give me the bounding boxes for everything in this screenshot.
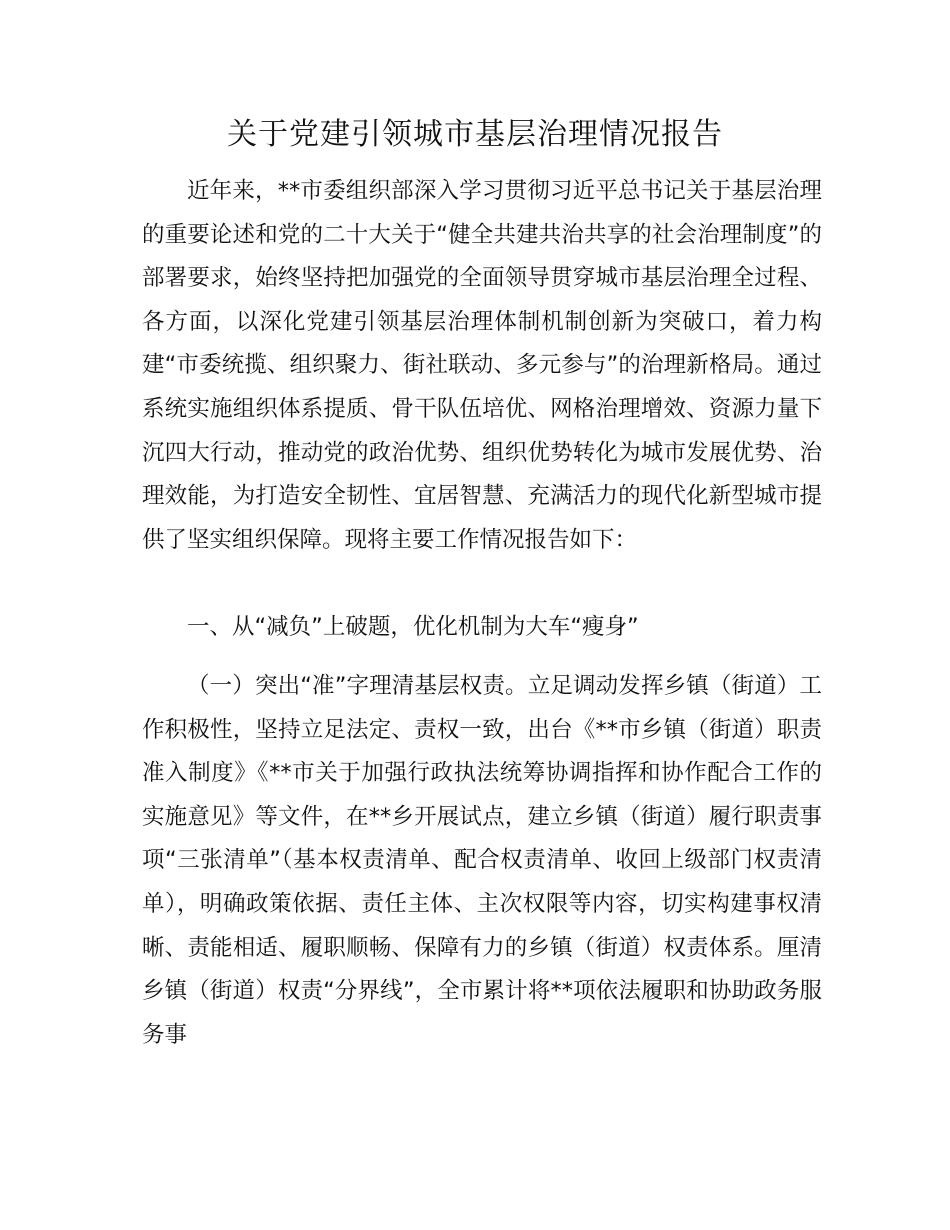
- subsection-paragraph: （一）突出“准”字理清基层权责。立足调动发挥乡镇（街道）工作积极性，坚持立足法定、责权一致，出台《**市乡镇（街道）职责准入制度》《**市关于加强行政执法统筹协调指挥和协作配合工作的实施意见》等文件，在**乡开展试点，建立乡镇（街道）履行职责事项“三张清单”（基本权责清单、配合权责清单、收回上级部门权责清单），明确政策依据、责任主体、主次权限等内容，切实构建事权清晰、责能相适、履职顺畅、保障有力的乡镇（街道）权责体系。厘清乡镇（街道）权责“分界线”，全市累计将**项依法履职和协助政务服务事: [142, 673, 822, 1048]
- document-title: 关于党建引领城市基层治理情况报告: [227, 117, 723, 152]
- intro-paragraph: 近年来，**市委组织部深入学习贯彻习近平总书记关于基层治理的重要论述和党的二十大关于“健全共建共治共享的社会治理制度”的部署要求，始终坚持把加强党的全面领导贯穿城市基层治理全过程、各方面，以深化党建引领基层治理体制机制创新为突破口，着力构建“市委统揽、组织聚力、街社联动、多元参与”的治理新格局。通过系统实施组织体系提质、骨干队伍培优、网格治理增效、资源力量下沉四大行动，推动党的政治优势、组织优势转化为城市发展优势、治理效能，为打造安全韧性、宜居智慧、充满活力的现代化新型城市提供了坚实组织保障。现将主要工作情况报告如下：: [142, 178, 822, 553]
- section-heading: 一、从“减负”上破题，优化机制为大车“瘦身”: [187, 614, 639, 640]
